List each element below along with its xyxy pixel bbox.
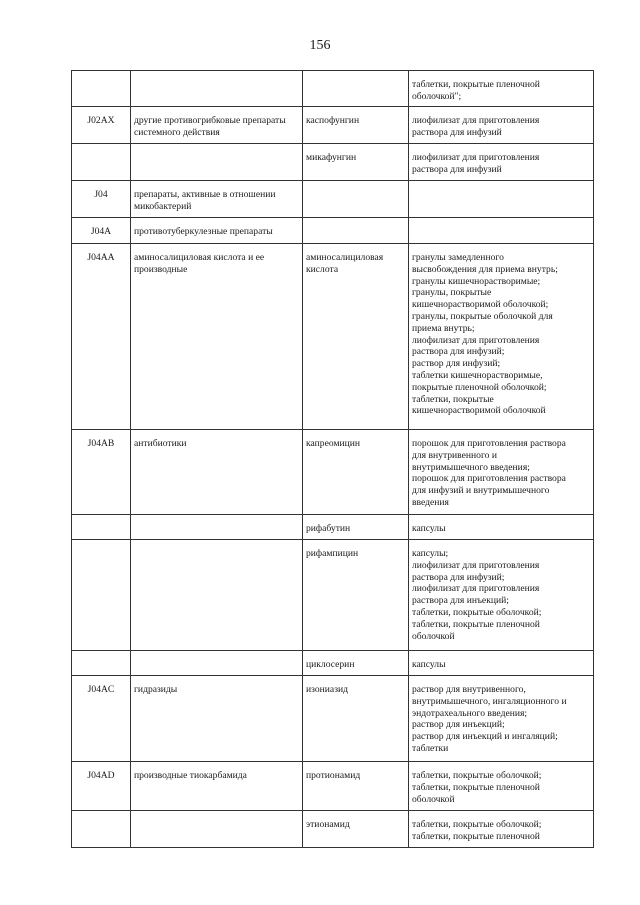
dosage-forms-cell: раствор для внутривенного, внутримышечного, ингаляционного и эндотрахеального введения; раствор для инъекций; раствор для инъекций и ингаляций; таблетки: [409, 676, 594, 762]
table-row: [72, 244, 594, 430]
dosage-forms-cell: таблетки, покрытые оболочкой; таблетки, покрытые пленочной: [409, 811, 594, 848]
group-cell: [131, 811, 303, 848]
atc-code-cell: [72, 71, 131, 107]
dosage-forms-cell: капсулы: [409, 515, 594, 540]
table-row: [72, 762, 594, 811]
group-cell: препараты, активные в отношении микобактерий: [131, 181, 303, 218]
table-row: [72, 71, 594, 107]
drug-name-cell: рифампицин: [303, 540, 409, 651]
atc-code-cell: J04AD: [72, 762, 131, 811]
atc-code-cell: [72, 144, 131, 181]
atc-code-cell: [72, 651, 131, 676]
atc-code-cell: J02AX: [72, 107, 131, 144]
group-cell: [131, 651, 303, 676]
table-row: [72, 515, 594, 540]
drug-list-table: [71, 70, 594, 848]
group-cell: другие противогрибковые препараты системного действия: [131, 107, 303, 144]
atc-code-cell: J04AB: [72, 430, 131, 515]
dosage-forms-cell: капсулы: [409, 651, 594, 676]
atc-code-cell: J04AC: [72, 676, 131, 762]
table-row: [72, 218, 594, 244]
dosage-forms-cell: капсулы; лиофилизат для приготовления раствора для инфузий; лиофилизат для приготовления раствора для инъекций; таблетки, покрытые оболочкой; таблетки, покрытые пленочной оболочкой: [409, 540, 594, 651]
drug-name-cell: рифабутин: [303, 515, 409, 540]
dosage-forms-cell: таблетки, покрытые пленочной оболочкой";: [409, 71, 594, 107]
dosage-forms-cell: таблетки, покрытые оболочкой; таблетки, покрытые пленочной оболочкой: [409, 762, 594, 811]
table-row: [72, 430, 594, 515]
table-row: [72, 540, 594, 651]
dosage-forms-cell: лиофилизат для приготовления раствора для инфузий: [409, 144, 594, 181]
dosage-forms-cell: лиофилизат для приготовления раствора для инфузий: [409, 107, 594, 144]
table-row: [72, 181, 594, 218]
dosage-forms-cell: порошок для приготовления раствора для внутривенного и внутримышечного введения; порошок для приготовления раствора для инфузий и внутримышечного введения: [409, 430, 594, 515]
drug-name-cell: микафунгин: [303, 144, 409, 181]
drug-name-cell: изониазид: [303, 676, 409, 762]
table-row: [72, 676, 594, 762]
dosage-forms-cell: [409, 218, 594, 244]
drug-name-cell: [303, 218, 409, 244]
atc-code-cell: J04AA: [72, 244, 131, 430]
table-row: [72, 811, 594, 848]
drug-name-cell: протионамид: [303, 762, 409, 811]
dosage-forms-cell: [409, 181, 594, 218]
dosage-forms-cell: гранулы замедленного высвобождения для приема внутрь; гранулы кишечнорастворимые; гранулы, покрытые кишечнорастворимой оболочкой; гранулы, покрытые оболочкой для приема внутрь; лиофилизат для приготовления раствора для инфузий; раствор для инфузий; таблетки кишечнорастворимые, покрытые пленочной оболочкой; таблетки, покрытые кишечнорастворимой оболочкой: [409, 244, 594, 430]
group-cell: [131, 71, 303, 107]
table-row: [72, 107, 594, 144]
drug-name-cell: [303, 181, 409, 218]
group-cell: [131, 515, 303, 540]
group-cell: [131, 144, 303, 181]
group-cell: производные тиокарбамида: [131, 762, 303, 811]
atc-code-cell: [72, 811, 131, 848]
drug-name-cell: аминосалициловая кислота: [303, 244, 409, 430]
group-cell: аминосалициловая кислота и ее производные: [131, 244, 303, 430]
table-row: [72, 651, 594, 676]
atc-code-cell: [72, 515, 131, 540]
group-cell: гидразиды: [131, 676, 303, 762]
atc-code-cell: [72, 540, 131, 651]
atc-code-cell: J04: [72, 181, 131, 218]
group-cell: противотуберкулезные препараты: [131, 218, 303, 244]
table-row: [72, 144, 594, 181]
drug-name-cell: каспофунгин: [303, 107, 409, 144]
page-number: 156: [309, 38, 331, 53]
group-cell: [131, 540, 303, 651]
atc-code-cell: J04A: [72, 218, 131, 244]
drug-name-cell: капреомицин: [303, 430, 409, 515]
drug-name-cell: этионамид: [303, 811, 409, 848]
group-cell: антибиотики: [131, 430, 303, 515]
drug-name-cell: [303, 71, 409, 107]
drug-name-cell: циклосерин: [303, 651, 409, 676]
